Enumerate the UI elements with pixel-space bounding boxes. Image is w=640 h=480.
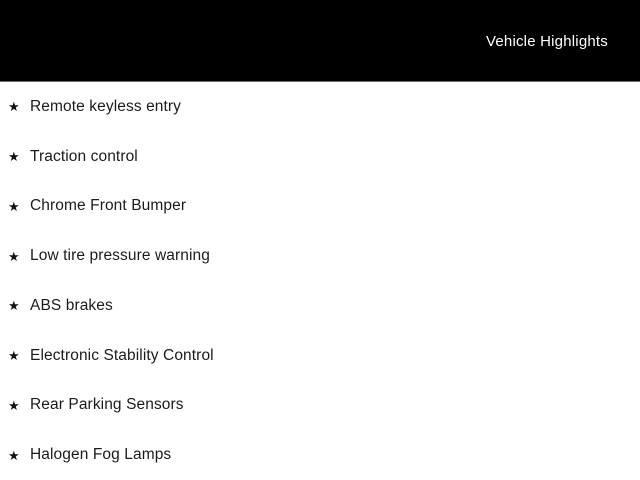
list-item — [0, 281, 640, 331]
star-icon: ★ — [8, 248, 20, 264]
list-item-label: ABS brakes — [30, 296, 113, 314]
star-icon: ★ — [8, 298, 20, 314]
list-item — [0, 331, 640, 381]
list-item-label: Electronic Stability Control — [30, 346, 214, 364]
list-item-label: Traction control — [30, 147, 138, 165]
list-item-label: Remote keyless entry — [30, 97, 182, 115]
list-item — [0, 231, 640, 281]
star-icon: ★ — [8, 447, 20, 463]
header-bar — [0, 0, 640, 82]
list-item-label: Rear Parking Sensors — [30, 396, 184, 414]
list-item-label: Chrome Front Bumper — [30, 197, 187, 215]
page-title: Vehicle Highlights — [485, 33, 608, 50]
list-item — [0, 132, 640, 182]
star-icon: ★ — [8, 149, 20, 165]
star-icon: ★ — [8, 397, 20, 413]
list-item — [0, 182, 640, 232]
list-item — [0, 430, 640, 480]
list-item — [0, 82, 640, 132]
star-icon: ★ — [8, 348, 20, 364]
list-item — [0, 381, 640, 431]
feature-list — [0, 82, 640, 480]
star-icon: ★ — [8, 99, 20, 115]
star-icon: ★ — [8, 198, 20, 214]
list-item-label: Halogen Fog Lamps — [30, 446, 172, 464]
list-item-label: Low tire pressure warning — [30, 247, 210, 265]
